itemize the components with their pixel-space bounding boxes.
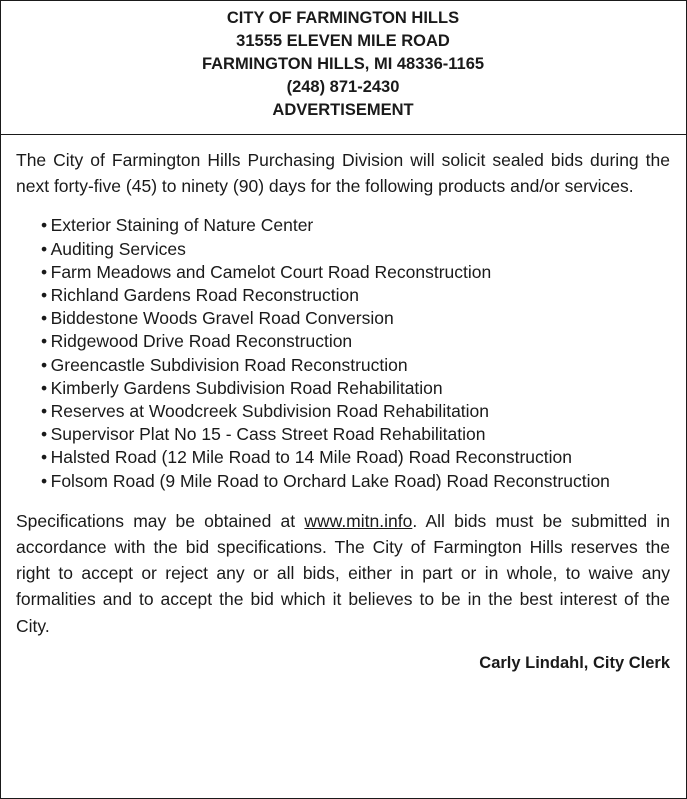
header-divider <box>1 134 686 135</box>
list-item <box>41 446 670 469</box>
bullet-icon: • <box>41 354 48 375</box>
bullet-icon: • <box>41 261 48 282</box>
city-state-zip: FARMINGTON HILLS, MI 48336-1165 <box>201 55 485 73</box>
list-item <box>41 261 670 284</box>
bullet-icon: • <box>41 331 48 352</box>
bullet-icon: • <box>41 285 48 306</box>
list-item <box>41 470 670 493</box>
list-item-label: Biddestone Woods Gravel Road Conversion <box>50 308 394 329</box>
header-block <box>16 7 670 122</box>
bullet-icon: • <box>41 401 48 422</box>
specifications-paragraph <box>16 508 670 639</box>
ad-title: ADVERTISEMENT <box>272 101 414 119</box>
list-item-label: Supervisor Plat No 15 - Cass Street Road Rehabilitation <box>50 424 486 445</box>
bullet-icon: • <box>41 215 48 236</box>
list-item <box>41 354 670 377</box>
list-item-label: Reserves at Woodcreek Subdivision Road Rehabilitation <box>50 401 490 422</box>
list-item <box>41 214 670 237</box>
bullet-icon: • <box>41 424 48 445</box>
bid-items-list <box>16 214 670 492</box>
list-item <box>41 284 670 307</box>
list-item-label: Halsted Road (12 Mile Road to 14 Mile Road) Road Reconstruction <box>50 447 573 468</box>
list-item <box>41 330 670 353</box>
city-name: CITY OF FARMINGTON HILLS <box>226 9 460 27</box>
list-item <box>41 307 670 330</box>
bullet-icon: • <box>41 377 48 398</box>
signature: Carly Lindahl, City Clerk <box>479 653 670 672</box>
list-item-label: Ridgewood Drive Road Reconstruction <box>50 331 353 352</box>
intro-paragraph: The City of Farmington Hills Purchasing Division will solicit sealed bids during the next forty-five (45) to ninety (90) days for the following products and/or services. <box>16 150 670 197</box>
list-item-label: Kimberly Gardens Subdivision Road Rehabilitation <box>50 377 443 398</box>
list-item-label: Exterior Staining of Nature Center <box>50 215 314 236</box>
bullet-icon: • <box>41 470 48 491</box>
bullet-icon: • <box>41 308 48 329</box>
list-item-label: Greencastle Subdivision Road Reconstruction <box>50 354 408 375</box>
list-item-label: Richland Gardens Road Reconstruction <box>50 285 359 306</box>
bullet-icon: • <box>41 447 48 468</box>
street-address: 31555 ELEVEN MILE ROAD <box>236 32 450 50</box>
specs-text-end: . All bids must be submitted in accordance with the bid specifications. The City of Farmington Hills reserves the right to accept or reject any or all bids, either in part or in whole, to waive any formalities and to accept the bid which it believes to be in the best interest of the City. <box>16 510 671 636</box>
bullet-icon: • <box>41 238 48 259</box>
list-item <box>41 400 670 423</box>
mitn-website-link[interactable]: www.mitn.info <box>304 510 413 531</box>
list-item <box>41 423 670 446</box>
list-item <box>41 377 670 400</box>
phone-number: (248) 871-2430 <box>286 78 400 96</box>
list-item-label: Folsom Road (9 Mile Road to Orchard Lake Road) Road Reconstruction <box>50 470 610 491</box>
list-item-label: Farm Meadows and Camelot Court Road Reconstruction <box>50 261 492 282</box>
specs-text-start: Specifications may be obtained at <box>16 510 305 531</box>
list-item <box>41 238 670 261</box>
list-item-label: Auditing Services <box>50 238 186 259</box>
